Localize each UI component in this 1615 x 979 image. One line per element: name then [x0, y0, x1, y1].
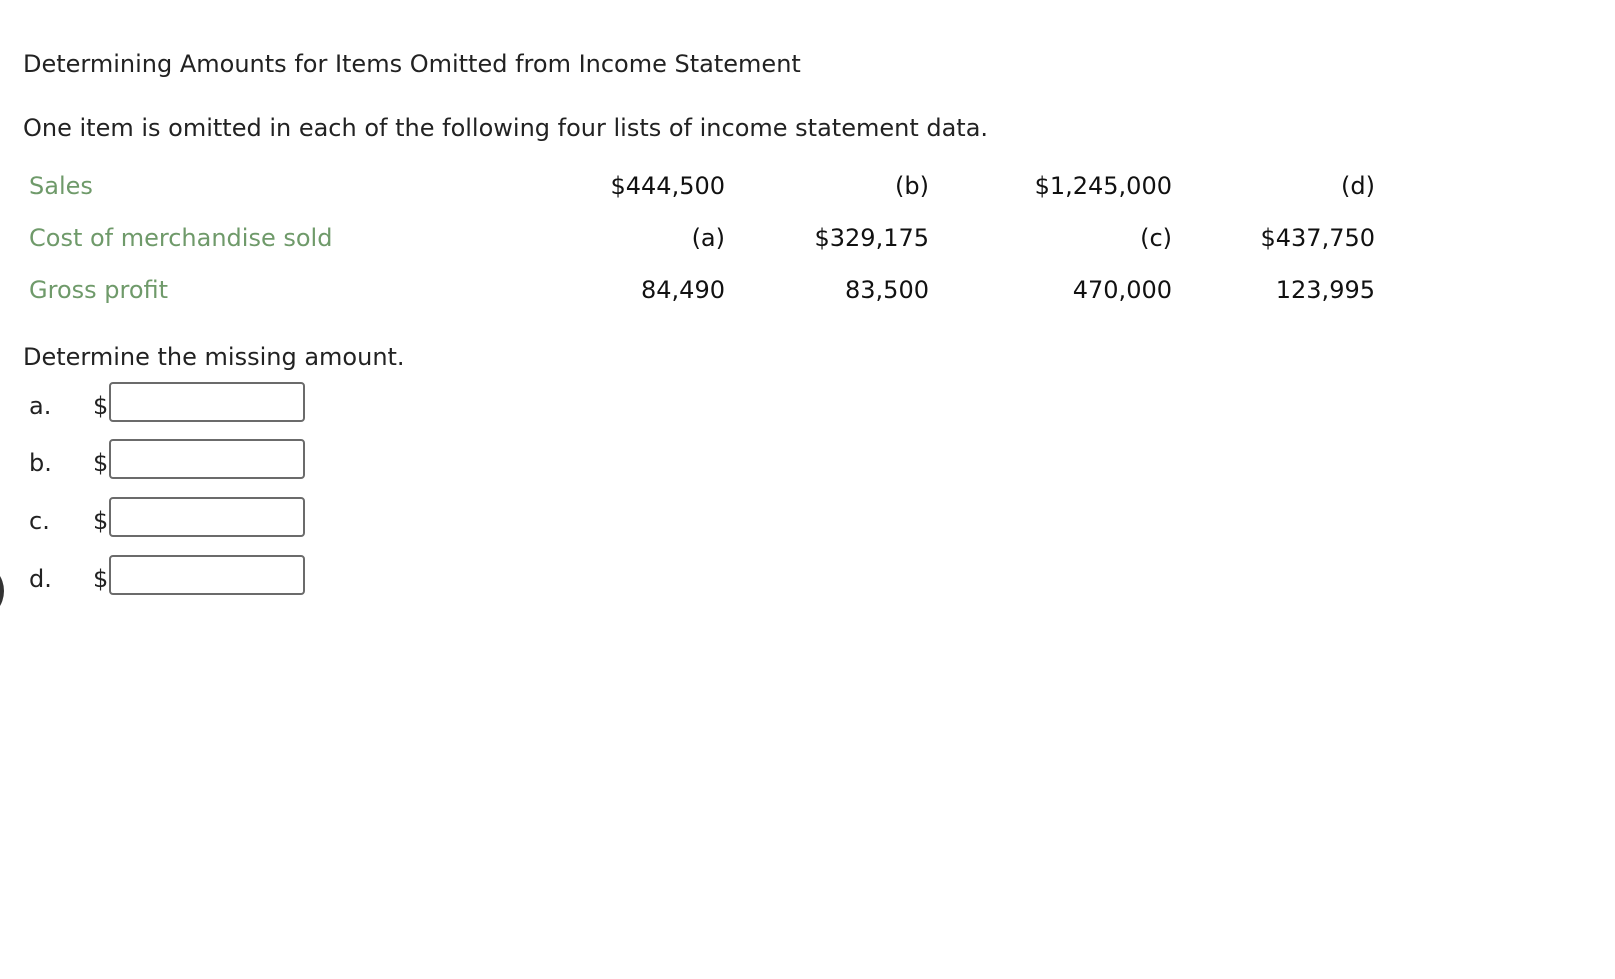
answer-currency-a: $: [93, 392, 109, 420]
answer-row-d: [29, 555, 329, 601]
partial-circle-icon: [0, 565, 4, 617]
row-label-gross-profit: Gross profit: [29, 276, 169, 304]
answer-input-c[interactable]: [109, 497, 305, 537]
cell-sales-col-2: (b): [895, 172, 929, 200]
answer-currency-b: $: [93, 449, 109, 477]
intro-text: One item is omitted in each of the following four lists of income statement data.: [23, 114, 989, 142]
answer-input-b[interactable]: [109, 439, 305, 479]
cell-gross-col-4: 123,995: [1275, 276, 1375, 304]
table-row-cost-of-merchandise-sold: [29, 224, 1429, 254]
cell-gross-col-2: 83,500: [845, 276, 929, 304]
row-label-sales: Sales: [29, 172, 93, 200]
answer-letter-c: c.: [29, 507, 50, 535]
row-label-cost-of-merchandise-sold: Cost of merchandise sold: [29, 224, 333, 252]
cell-gross-col-3: 470,000: [1072, 276, 1172, 304]
answer-row-a: [29, 382, 329, 428]
answer-row-b: [29, 439, 329, 485]
cell-cost-col-4: $437,750: [1260, 224, 1375, 252]
answer-input-d[interactable]: [109, 555, 305, 595]
cell-cost-col-3: (c): [1140, 224, 1172, 252]
answer-currency-c: $: [93, 507, 109, 535]
cell-sales-col-3: $1,245,000: [1034, 172, 1172, 200]
cell-gross-col-1: 84,490: [641, 276, 725, 304]
answer-currency-d: $: [93, 565, 109, 593]
table-row-gross-profit: [29, 276, 1429, 306]
table-row-sales: [29, 172, 1429, 202]
cell-sales-col-1: $444,500: [610, 172, 725, 200]
answer-row-c: [29, 497, 329, 543]
answer-input-a[interactable]: [109, 382, 305, 422]
answer-letter-b: b.: [29, 449, 52, 477]
cell-sales-col-4: (d): [1341, 172, 1375, 200]
answer-letter-d: d.: [29, 565, 52, 593]
cell-cost-col-1: (a): [691, 224, 725, 252]
instruction-text: Determine the missing amount.: [23, 343, 405, 371]
page-heading: Determining Amounts for Items Omitted from Income Statement: [23, 50, 801, 78]
answer-letter-a: a.: [29, 392, 52, 420]
cell-cost-col-2: $329,175: [814, 224, 929, 252]
income-statement-table: [29, 172, 1429, 337]
